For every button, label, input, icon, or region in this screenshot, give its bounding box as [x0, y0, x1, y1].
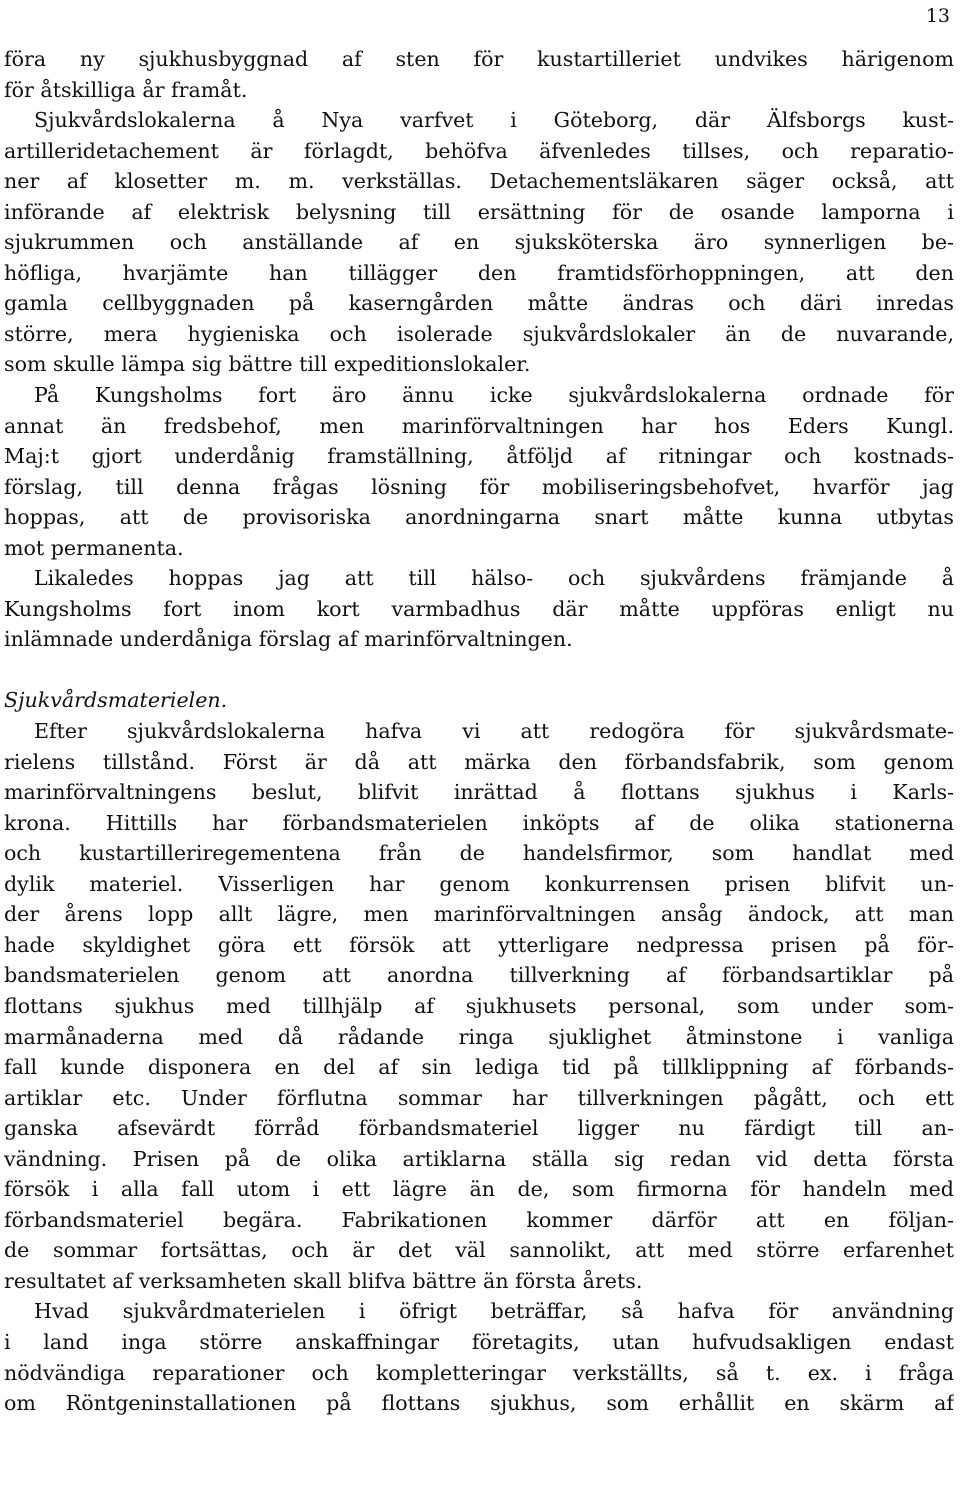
text-body [4, 44, 954, 1419]
text-line: höfliga, hvarjämte han tillägger den framtidsförhoppningen, att den [4, 260, 954, 285]
text-line: ner af klosetter m. m. verkställas. Detachementsläkaren säger också, att [4, 169, 954, 194]
text-line: inlämnade underdåniga förslag af marinförvaltningen. [4, 627, 573, 652]
text-line: marmånaderna med då rådande ringa sjuklighet åtminstone i vanliga [4, 1024, 954, 1049]
text-line: Hvad sjukvårdmaterielen i öfrigt beträffar, så hafva för användning [34, 1299, 954, 1324]
text-line: ganska afsevärdt förråd förbandsmateriel ligger nu färdigt till an- [4, 1116, 954, 1141]
text-line: föra ny sjukhusbyggnad af sten för kustartilleriet undvikes härigenom [4, 47, 954, 71]
page-number: 13 [925, 5, 950, 27]
text-line: förslag, till denna frågas lösning för mobiliseringsbehofvet, hvarför jag [4, 474, 954, 499]
text-line: På Kungsholms fort äro ännu icke sjukvårdslokalerna ordnade för [34, 383, 954, 408]
text-line: annat än fredsbehof, men marinförvaltningen har hos Eders Kungl. [4, 413, 954, 438]
text-line: och kustartilleriregementena från de handelsfirmor, som handlat med [4, 841, 954, 866]
text-line: marinförvaltningens beslut, blifvit inrättad å flottans sjukhus i Karls- [4, 780, 954, 805]
text-line: i land inga större anskaffningar företagits, utan hufvudsakligen endast [4, 1329, 954, 1354]
text-line: vändning. Prisen på de olika artiklarna ställa sig redan vid detta första [4, 1146, 954, 1171]
text-line: Efter sjukvårdslokalerna hafva vi att redogöra för sjukvårdsmate- [34, 719, 954, 744]
text-line: artiklar etc. Under förflutna sommar har tillverkningen pågått, och ett [4, 1085, 954, 1110]
text-line: nödvändiga reparationer och kompletteringar verkställts, så t. ex. i fråga [4, 1360, 954, 1385]
text-line: der årens lopp allt lägre, men marinförvaltningen ansåg ändock, att man [4, 902, 954, 927]
text-line: införande af elektrisk belysning till ersättning för de osande lamporna i [4, 199, 954, 224]
text-line: försök i alla fall utom i ett lägre än de, som firmorna för handeln med [4, 1177, 954, 1202]
text-line: dylik materiel. Visserligen har genom konkurrensen prisen blifvit un- [4, 871, 954, 896]
text-line: artilleridetachement är förlagdt, behöfva äfvenledes tillses, och reparatio- [4, 138, 954, 163]
text-line: Maj:t gjort underdånig framställning, åtföljd af ritningar och kostnads- [4, 444, 954, 469]
text-line: Kungsholms fort inom kort varmbadhus där måtte uppföras enligt nu [4, 596, 954, 621]
blank-line [4, 655, 954, 686]
text-line: resultatet af verksamheten skall blifva bättre än första årets. [4, 1268, 643, 1293]
text-line: större, mera hygieniska och isolerade sjukvårdslokaler än de nuvarande, [4, 321, 954, 346]
text-line: gamla cellbyggnaden på kaserngården måtte ändras och däri inredas [4, 291, 954, 316]
text-line: bandsmaterielen genom att anordna tillverkning af förbandsartiklar på [4, 963, 954, 988]
text-line: flottans sjukhus med tillhjälp af sjukhusets personal, som under som- [4, 993, 954, 1018]
text-line: de sommar fortsättas, och är det väl sannolikt, att med större erfarenhet [4, 1238, 954, 1263]
section-heading: Sjukvårdsmaterielen. [4, 688, 228, 713]
text-line: Sjukvårdslokalerna å Nya varfvet i Göteborg, där Älfsborgs kust- [34, 108, 954, 133]
text-line: om Röntgeninstallationen på flottans sjukhus, som erhållit en skärm af [4, 1391, 954, 1416]
text-line: hade skyldighet göra ett försök att ytterligare nedpressa prisen på för- [4, 932, 954, 957]
text-line: hoppas, att de provisoriska anordningarna snart måtte kunna utbytas [4, 505, 954, 530]
text-line: krona. Hittills har förbandsmaterielen inköpts af de olika stationerna [4, 810, 954, 835]
text-line: som skulle lämpa sig bättre till expeditionslokaler. [4, 352, 531, 377]
text-line: rielens tillstånd. Först är då att märka den förbandsfabrik, som genom [4, 749, 954, 774]
text-line: fall kunde disponera en del af sin lediga tid på tillklippning af förbands- [4, 1055, 954, 1080]
text-line: Likaledes hoppas jag att till hälso- och sjukvårdens främjande å [34, 566, 954, 591]
text-line: sjukrummen och anställande af en sjuksköterska äro synnerligen be- [4, 230, 954, 255]
text-line: för åtskilliga år framåt. [4, 77, 248, 102]
text-line: mot permanenta. [4, 535, 184, 560]
text-line: förbandsmateriel begära. Fabrikationen kommer därför att en följan- [4, 1207, 954, 1232]
